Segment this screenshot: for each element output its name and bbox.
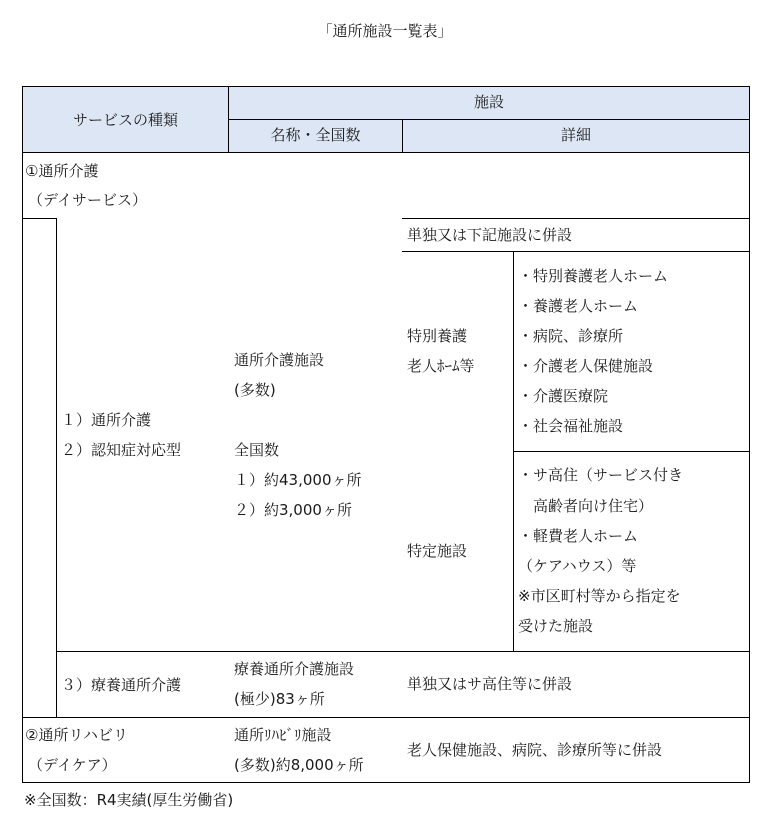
day-service-title: ①通所介護 bbox=[25, 162, 99, 180]
list-item: 受けた施設 bbox=[518, 617, 594, 635]
facility-amount: (多数) bbox=[234, 381, 276, 399]
rehab-title: ②通所リハビリ bbox=[25, 726, 128, 744]
group1-label: 老人ﾎｰﾑ等 bbox=[407, 357, 475, 375]
rehab-facility-name: 通所ﾘﾊﾋﾞﾘ施設 bbox=[234, 726, 332, 744]
header-facility: 施設 bbox=[473, 93, 504, 111]
rehab-subtitle: （デイケア） bbox=[28, 756, 117, 774]
list-item: ※市区町村等から指定を bbox=[518, 587, 681, 605]
divider bbox=[22, 218, 56, 219]
facility-name: 通所介護施設 bbox=[234, 351, 325, 369]
care-type-2: ２）認知症対応型 bbox=[61, 441, 182, 459]
medical-detail: 単独又はサ高住等に併設 bbox=[407, 675, 573, 693]
standalone-note: 単独又は下記施設に併設 bbox=[407, 226, 573, 244]
list-item: ・サ高住（サービス付き bbox=[518, 466, 684, 484]
rehab-detail: 老人保健施設、病院、診療所等に併設 bbox=[407, 741, 663, 759]
count-2: ２）約3,000ヶ所 bbox=[234, 501, 352, 519]
list-item: ・介護老人保健施設 bbox=[518, 357, 654, 375]
divider bbox=[402, 251, 750, 252]
list-item: ・特別養護老人ホーム bbox=[518, 267, 669, 285]
footnote: ※全国数：R4実績(厚生労働省) bbox=[24, 791, 234, 809]
page-title: 「通所施設一覧表」 bbox=[317, 22, 453, 40]
divider bbox=[513, 451, 750, 452]
list-item: ・病院、診療所 bbox=[518, 327, 624, 345]
list-item: ・社会福祉施設 bbox=[518, 417, 624, 435]
medical-facility-name: 療養通所介護施設 bbox=[234, 660, 355, 678]
count-1: １）約43,000ヶ所 bbox=[234, 471, 362, 489]
header-details: 詳細 bbox=[560, 126, 591, 144]
list-item: ・軽費老人ホーム bbox=[518, 527, 639, 545]
header-name-count: 名称・全国数 bbox=[270, 126, 361, 144]
divider bbox=[56, 218, 57, 718]
list-item: 高齢者向け住宅） bbox=[518, 497, 654, 515]
group1-label: 特別養護 bbox=[407, 327, 468, 345]
list-item: （ケアハウス）等 bbox=[518, 557, 637, 575]
header-service-type: サービスの種類 bbox=[72, 111, 178, 129]
count-label: 全国数 bbox=[234, 441, 280, 459]
group2-label: 特定施設 bbox=[407, 542, 468, 560]
care-type-1: １）通所介護 bbox=[61, 411, 152, 429]
list-item: ・養護老人ホーム bbox=[518, 297, 639, 315]
day-service-subtitle: （デイサービス） bbox=[28, 191, 147, 209]
rehab-facility-count: (多数)約8,000ヶ所 bbox=[234, 756, 364, 774]
divider bbox=[513, 251, 514, 652]
divider bbox=[402, 218, 750, 219]
divider bbox=[56, 651, 750, 652]
medical-facility-count: (極少)83ヶ所 bbox=[234, 690, 325, 708]
list-item: ・介護医療院 bbox=[518, 387, 609, 405]
divider bbox=[22, 717, 750, 718]
medical-care-label: ３）療養通所介護 bbox=[61, 676, 182, 694]
